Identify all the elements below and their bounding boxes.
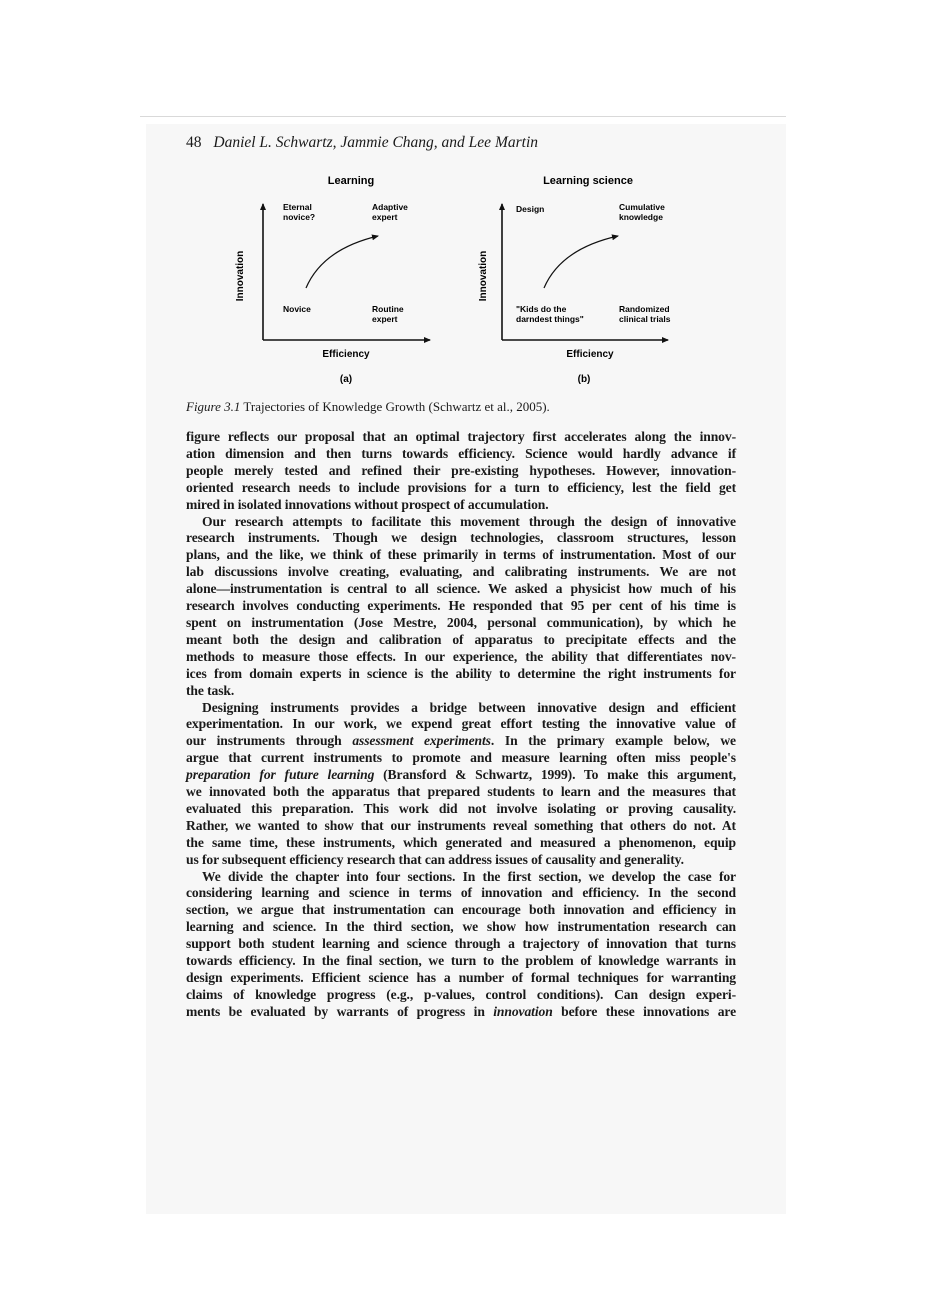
text-line: ation dimension and then turns towards efficiency. Science would hardly advance if xyxy=(186,445,736,461)
panel-b-cumulative-knowledge-line1: Cumulative xyxy=(619,202,665,212)
panel-b-title: Learning science xyxy=(543,175,633,187)
text-line: research instruments. Though we design technologies, classroom structures, lesson xyxy=(186,530,736,546)
text-line: oriented research needs to include provisions for a turn to efficiency, lest the field get xyxy=(186,479,736,495)
text-line xyxy=(186,767,736,784)
running-head-authors: Daniel L. Schwartz, Jammie Chang, and Lee Martin xyxy=(213,134,538,151)
text-line: learning and science. In the third section, we show how instrumentation research can xyxy=(186,919,736,935)
text-line: support both student learning and science through a trajectory of innovation that turns xyxy=(186,936,736,952)
panel-b-kids-line1: "Kids do the xyxy=(516,304,567,314)
text-line: section, we argue that instrumentation can encourage both innovation and efficiency in xyxy=(186,902,736,918)
panel-a-label: (a) xyxy=(339,374,353,385)
text-line: research involves conducting experiments. He responded that 95 per cent of his time is xyxy=(186,598,736,614)
text-line: argue that current instruments to promote and measure learning often miss people's xyxy=(186,750,736,766)
text-line: the same time, these instruments, which generated and measured a phenomenon, equip xyxy=(186,834,736,850)
panel-a-novice: Novice xyxy=(283,304,311,314)
text-line: spent on instrumentation (Jose Mestre, 2004, personal communication), by which he xyxy=(186,614,736,630)
text-line: meant both the design and calibration of apparatus to precipitate effects and the xyxy=(186,631,736,647)
figure-3-1 xyxy=(226,168,706,393)
panel-a-y-label: Innovation xyxy=(235,250,246,302)
panel-b-design: Design xyxy=(516,204,545,214)
panel-a-routine-expert-line2: expert xyxy=(372,314,398,324)
text-line: towards efficiency. In the final section, we turn to the problem of knowledge warrants in xyxy=(186,953,736,969)
figure-caption xyxy=(186,399,746,415)
text-line: figure reflects our proposal that an optimal trajectory first accelerates along the innov- xyxy=(186,429,736,444)
text-segment: our instruments through xyxy=(186,733,353,749)
figure-caption-label: Figure 3.1 xyxy=(186,399,241,414)
text-line: Our research attempts to facilitate this movement through the design of innovative xyxy=(202,513,736,529)
text-line: design experiments. Efficient science has a number of formal techniques for warranting xyxy=(186,970,736,985)
figure-caption-text: Trajectories of Knowledge Growth (Schwartz et al., 2005). xyxy=(240,399,550,414)
text-line: evaluated this preparation. This work did not involve isolating or proving causality. xyxy=(186,800,736,816)
text-line: experimentation. In our work, we expend great effort testing the innovative value of xyxy=(186,716,736,732)
panel-a-eternal-novice-line1: Eternal xyxy=(283,202,312,212)
text-line: we innovated both the apparatus that prepared students to learn and the measures that xyxy=(186,784,736,800)
top-rule xyxy=(140,116,786,117)
panel-a-trajectory-arrow xyxy=(306,236,378,288)
panel-b-cumulative-knowledge-line2: knowledge xyxy=(619,212,663,222)
panel-a-adaptive-expert-line1: Adaptive xyxy=(372,202,408,212)
emphasis-innovation: innovation xyxy=(493,1003,553,1019)
text-line: the task. xyxy=(186,682,235,698)
text-line: Designing instruments provides a bridge between innovative design and efficient xyxy=(202,699,736,715)
panel-a-title: Learning xyxy=(327,175,375,187)
text-line: considering learning and science in terms of innovation and efficiency. In the second xyxy=(186,885,736,901)
panel-a xyxy=(235,175,430,385)
text-segment: (Bransford & Schwartz, 1999). To make this argument, xyxy=(374,767,736,783)
panel-b xyxy=(478,175,671,385)
text-line: ices from domain experts in science is the ability to determine the right instruments for xyxy=(186,665,736,681)
panel-b-trajectory-arrow xyxy=(544,236,618,288)
text-line xyxy=(186,733,736,750)
text-line: methods to measure those effects. In our experience, the ability that differentiates nov- xyxy=(186,648,736,664)
running-head xyxy=(186,134,786,152)
panel-a-x-label: Efficiency xyxy=(322,349,370,360)
text-line: plans, and the like, we think of these primarily in terms of instrumentation. Most of our xyxy=(186,547,736,563)
panel-a-routine-expert-line1: Routine xyxy=(372,304,404,314)
emphasis-assessment-experiments: assessment experiments xyxy=(352,733,491,749)
text-line xyxy=(186,1004,736,1021)
text-line: us for subsequent efficiency research that can address issues of causality and generality. xyxy=(186,851,684,867)
panel-a-adaptive-expert-line2: expert xyxy=(372,212,398,222)
text-line: lab discussions involve creating, evaluating, and calibrating instruments. We are not xyxy=(186,564,736,580)
text-segment: . In the primary example below, we xyxy=(490,733,736,749)
panel-b-x-label: Efficiency xyxy=(566,349,614,360)
panel-b-label: (b) xyxy=(577,374,591,385)
figure-diagram xyxy=(226,168,706,393)
panel-b-randomized-line2: clinical trials xyxy=(619,314,671,324)
text-segment: before these innovations are xyxy=(552,1003,737,1019)
text-line: Rather, we wanted to show that our instruments reveal something that others do not. At xyxy=(186,817,736,833)
text-line: mired in isolated innovations without prospect of accumulation. xyxy=(186,496,549,512)
body-text xyxy=(186,429,736,1021)
panel-b-y-label: Innovation xyxy=(478,250,489,302)
panel-b-kids-line2: darndest things" xyxy=(516,314,584,324)
text-line: claims of knowledge progress (e.g., p-values, control conditions). Can design experi- xyxy=(186,986,736,1002)
panel-b-randomized-line1: Randomized xyxy=(619,304,670,314)
emphasis-preparation-for-future-learning: preparation for future learning xyxy=(186,767,375,783)
text-segment: ments be evaluated by warrants of progress in xyxy=(186,1003,494,1019)
text-line: people merely tested and refined their pre-existing hypotheses. However, innovation- xyxy=(186,462,736,478)
panel-a-eternal-novice-line2: novice? xyxy=(283,212,316,222)
text-line: We divide the chapter into four sections. In the first section, we develop the case for xyxy=(202,868,736,884)
page-number: 48 xyxy=(186,134,202,151)
text-line: alone—instrumentation is central to all science. We asked a physicist how much of his xyxy=(186,581,736,597)
